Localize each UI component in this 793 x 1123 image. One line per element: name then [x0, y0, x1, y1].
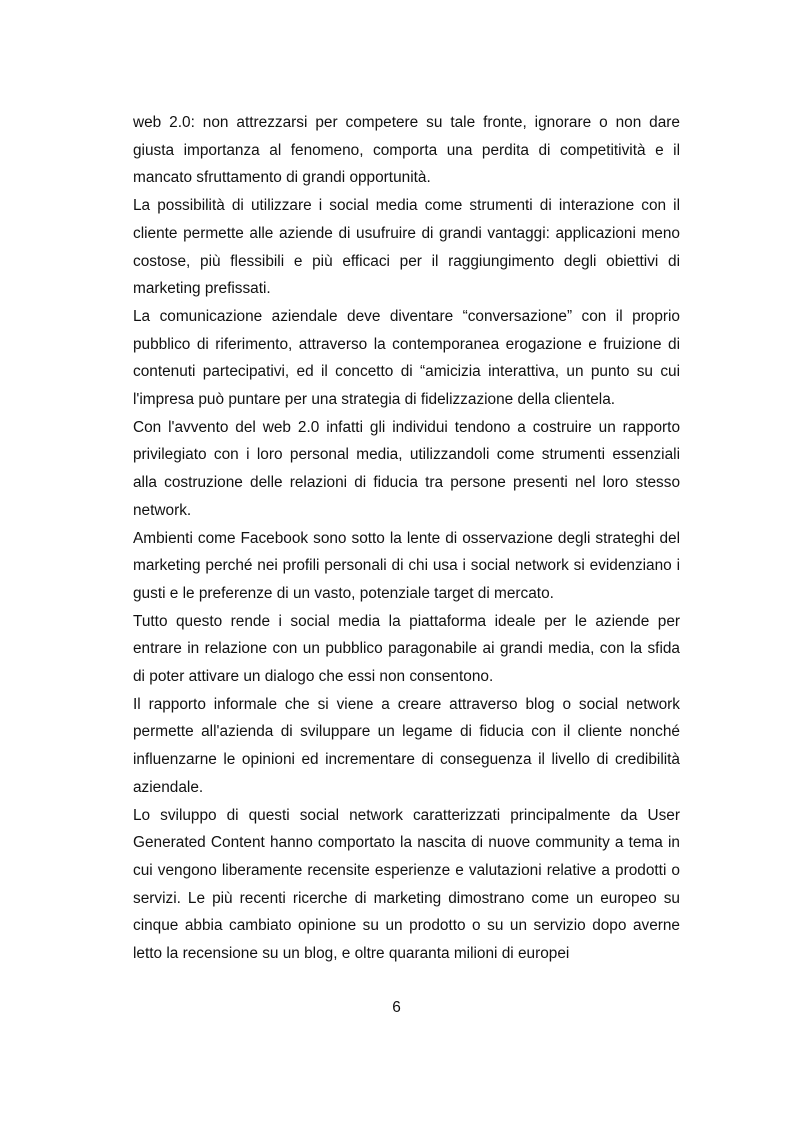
page-number: 6 — [392, 999, 401, 1016]
paragraph-8: Lo sviluppo di questi social network caratterizzati principalmente da User Generated Content hanno comportato la nascita di nuove community a tema in cui vengono liberamente recensite esperienze e valutazioni relative a prodotti o servizi. Le più recenti ricerche di marketing dimostrano come un europeo su cinque abbia cambiato opinione su un prodotto o su un servizio dopo averne letto la recensione su un blog, e oltre quaranta milioni di europei — [133, 806, 680, 963]
paragraph-2: La possibilità di utilizzare i social media come strumenti di interazione con il cliente permette alle aziende di usufruire di grandi vantaggi: applicazioni meno costose, più flessibili e più efficaci per il raggiungimento degli obiettivi di marketing prefissati. — [133, 197, 680, 298]
document-body — [133, 109, 680, 968]
paragraph-7: Il rapporto informale che si viene a creare attraverso blog o social network permette all'azienda di sviluppare un legame di fiducia con il cliente nonché influenzarne le opinioni ed incrementare di conseguenza il livello di credibilità aziendale. — [133, 695, 680, 796]
paragraph-6: Tutto questo rende i social media la piattaforma ideale per le aziende per entrare in relazione con un pubblico paragonabile ai grandi media, con la sfida di poter attivare un dialogo che essi non consentono. — [133, 612, 680, 686]
paragraph-4: Con l'avvento del web 2.0 infatti gli individui tendono a costruire un rapporto privilegiato con i loro personal media, utilizzandoli come strumenti essenziali alla costruzione delle relazioni di fiducia tra persone presenti nel loro stesso network. — [133, 418, 680, 519]
paragraph-3: La comunicazione aziendale deve diventare “conversazione” con il proprio pubblico di riferimento, attraverso la contemporanea erogazione e fruizione di contenuti partecipativi, ed il concetto di “amicizia interattiva, un punto su cui l'impresa può puntare per una strategia di fidelizzazione della clientela. — [133, 307, 680, 409]
paragraph-1: web 2.0: non attrezzarsi per competere su tale fronte, ignorare o non dare giusta importanza al fenomeno, comporta una perdita di competitività e il mancato sfruttamento di grandi opportunità. — [133, 114, 680, 187]
paragraph-5: Ambienti come Facebook sono sotto la lente di osservazione degli strateghi del marketing perché nei profili personali di chi usa i social network si evidenziano i gusti e le preferenze di un vasto, potenziale target di mercato. — [133, 529, 680, 602]
